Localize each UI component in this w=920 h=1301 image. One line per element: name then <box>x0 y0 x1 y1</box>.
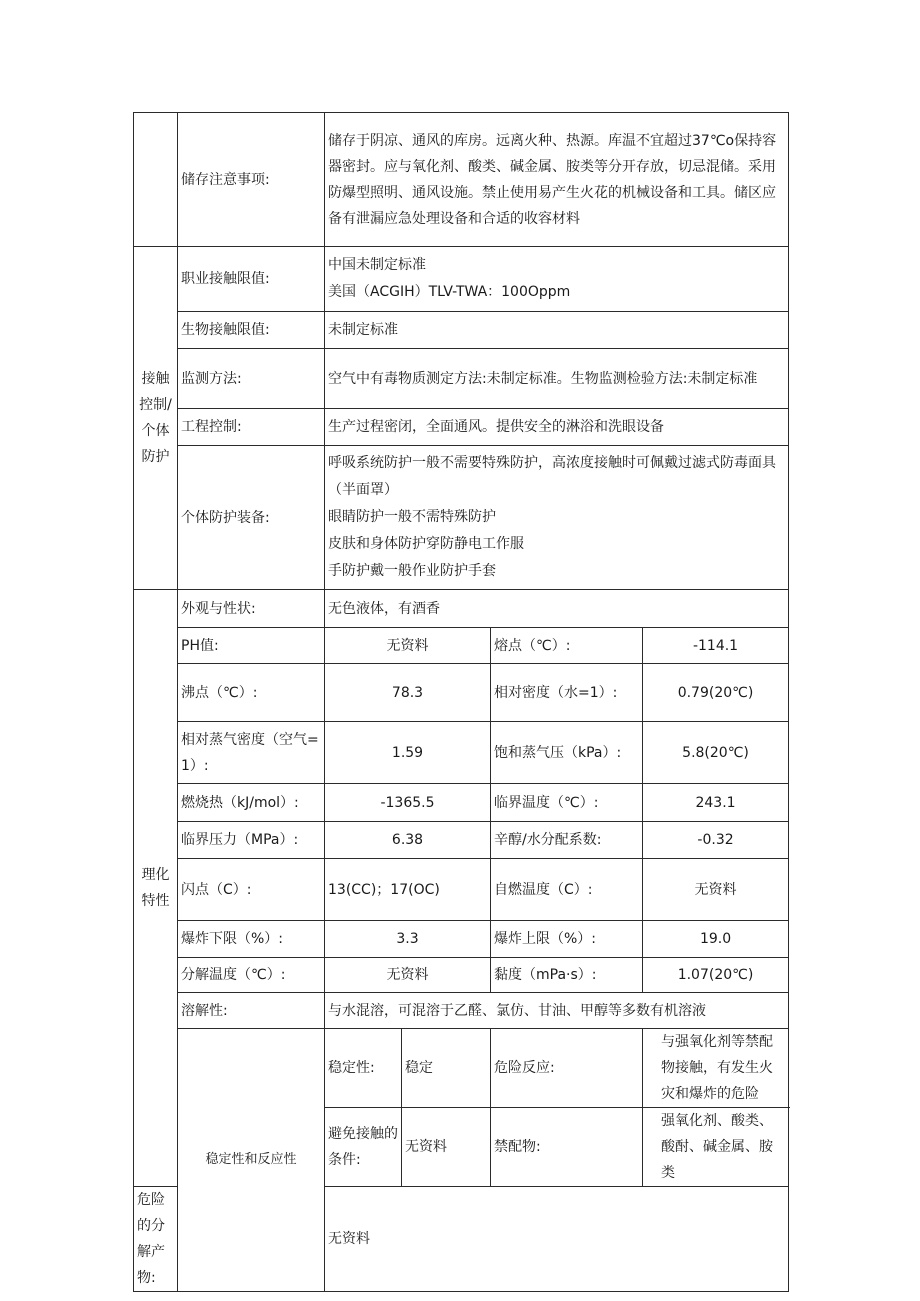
ph-label: PH值: <box>178 628 325 664</box>
upper-explosion-limit-label: 爆炸上限（%）: <box>491 921 643 958</box>
hazardous-reaction-label: 危险反应: <box>491 1029 643 1108</box>
melting-point-label: 熔点（℃）: <box>491 628 643 664</box>
engineering-control-row <box>134 409 789 446</box>
solubility-row <box>134 993 789 1029</box>
flash-row <box>134 859 789 921</box>
incompatible-materials-value: 强氧化剂、酸类、酸酎、碱金属、胺类 <box>643 1108 789 1187</box>
ph-melting-row <box>134 628 789 664</box>
decomposition-row <box>134 958 789 993</box>
vapor-density-label: 相对蒸气密度（空气=1）: <box>178 722 325 784</box>
critical-pressure-row <box>134 822 789 859</box>
storage-section-cell <box>134 113 178 247</box>
engineering-control-value: 生产过程密闭，全面通风。提供安全的淋浴和洗眼设备 <box>325 409 789 446</box>
occupational-limit-china: 中国未制定标准 <box>328 257 426 273</box>
ppe-row <box>134 446 789 590</box>
ppe-respiratory: 呼吸系统防护一般不需要特殊防护，高浓度接触时可佩戴过滤式防毒面具（半面罩） <box>328 455 776 498</box>
saturated-vapor-pressure-value: 5.8(20℃) <box>643 722 789 784</box>
critical-pressure-value: 6.38 <box>325 822 491 859</box>
saturated-vapor-pressure-label: 饱和蒸气压（kPa）: <box>491 722 643 784</box>
octanol-water-label: 辛醇/水分配系数: <box>491 822 643 859</box>
appearance-value: 无色液体，有酒香 <box>325 590 789 628</box>
occupational-limit-label: 职业接触限值: <box>178 247 325 312</box>
vapor-row <box>134 722 789 784</box>
vapor-density-value: 1.59 <box>325 722 491 784</box>
solubility-value: 与水混溶，可混溶于乙醛、氯仿、甘油、甲醇等多数有机溶液 <box>325 993 789 1029</box>
boiling-point-label: 沸点（℃）: <box>178 664 325 722</box>
occupational-limit-row <box>134 247 789 312</box>
relative-density-label: 相对密度（水=1）: <box>491 664 643 722</box>
autoignition-label: 自燃温度（C）: <box>491 859 643 921</box>
hazardous-reaction-value: 与强氧化剂等禁配物接触，有发生火灾和爆炸的危险 <box>643 1029 789 1108</box>
occupational-limit-value <box>325 247 789 312</box>
relative-density-value: 0.79(20℃) <box>643 664 789 722</box>
stability-value: 稳定 <box>402 1029 491 1108</box>
upper-explosion-limit-value: 19.0 <box>643 921 789 958</box>
decomposition-products-label: 危险的分解产物: <box>134 1187 178 1292</box>
ph-value: 无资料 <box>325 628 491 664</box>
biological-limit-label: 生物接触限值: <box>178 312 325 349</box>
exposure-section-title: 接触控制/个体防护 <box>134 247 178 590</box>
lower-explosion-limit-label: 爆炸下限（%）: <box>178 921 325 958</box>
appearance-label: 外观与性状: <box>178 590 325 628</box>
viscosity-value: 1.07(20℃) <box>643 958 789 993</box>
boiling-density-row <box>134 664 789 722</box>
ppe-hands: 手防护戴一般作业防护手套 <box>328 563 496 579</box>
stability-row <box>134 1029 789 1108</box>
ppe-value <box>325 446 789 590</box>
monitoring-row <box>134 349 789 409</box>
combustion-heat-value: -1365.5 <box>325 784 491 822</box>
avoid-conditions-value: 无资料 <box>402 1108 491 1187</box>
critical-temperature-label: 临界温度（℃）: <box>491 784 643 822</box>
ppe-label: 个体防护装备: <box>178 446 325 590</box>
lower-explosion-limit-value: 3.3 <box>325 921 491 958</box>
octanol-water-value: -0.32 <box>643 822 789 859</box>
combustion-row <box>134 784 789 822</box>
decomposition-temperature-value: 无资料 <box>325 958 491 993</box>
appearance-row <box>134 590 789 628</box>
storage-label: 储存注意事项: <box>178 113 325 247</box>
flash-point-label: 闪点（C）: <box>178 859 325 921</box>
stability-section-title: 稳定性和反应性 <box>178 1029 325 1292</box>
ppe-skin: 皮肤和身体防护穿防静电工作服 <box>328 536 524 552</box>
occupational-limit-usa: 美国（ACGIH）TLV-TWA：100Oppm <box>328 284 571 300</box>
combustion-heat-label: 燃烧热（kJ/mol）: <box>178 784 325 822</box>
monitoring-label: 监测方法: <box>178 349 325 409</box>
biological-limit-value: 未制定标准 <box>325 312 789 349</box>
boiling-point-value: 78.3 <box>325 664 491 722</box>
monitoring-value: 空气中有毒物质测定方法:未制定标准。生物监测检验方法:未制定标准 <box>325 349 789 409</box>
stability-label: 稳定性: <box>325 1029 402 1108</box>
critical-pressure-label: 临界压力（MPa）: <box>178 822 325 859</box>
decomposition-temperature-label: 分解温度（℃）: <box>178 958 325 993</box>
avoid-conditions-label: 避免接触的条件: <box>325 1108 402 1187</box>
solubility-label: 溶解性: <box>178 993 325 1029</box>
critical-temperature-value: 243.1 <box>643 784 789 822</box>
ppe-eyes: 眼睛防护一般不需特殊防护 <box>328 509 496 525</box>
autoignition-value: 无资料 <box>643 859 789 921</box>
explosion-limit-row <box>134 921 789 958</box>
engineering-control-label: 工程控制: <box>178 409 325 446</box>
biological-limit-row <box>134 312 789 349</box>
melting-point-value: -114.1 <box>643 628 789 664</box>
flash-point-value: 13(CC)；17(OC) <box>325 859 491 921</box>
viscosity-label: 黏度（mPa·s）: <box>491 958 643 993</box>
physchem-section-title: 理化特性 <box>134 590 178 1187</box>
storage-row <box>134 113 789 247</box>
incompatible-materials-label: 禁配物: <box>491 1108 643 1187</box>
decomposition-products-value: 无资料 <box>325 1187 789 1292</box>
storage-text: 储存于阴凉、通风的库房。远离火种、热源。库温不宜超过37℃o保持容器密封。应与氧化剂、酸类、碱金属、胺类等分开存放，切忌混储。采用防爆型照明、通风设施。禁止使用易产生火花的机械设备和工具。储区应备有泄漏应急处理设备和合适的收容材料 <box>325 113 789 247</box>
msds-table <box>133 112 789 1292</box>
